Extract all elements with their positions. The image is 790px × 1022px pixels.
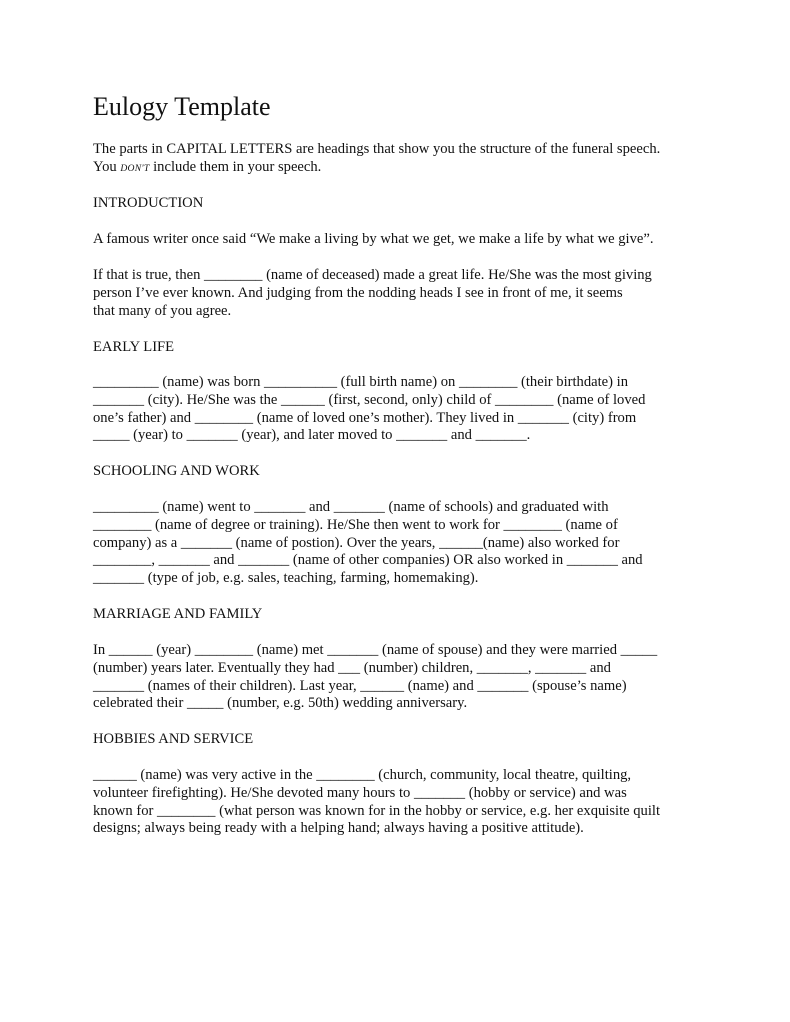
section-heading-schooling-and-work bbox=[93, 463, 713, 481]
paragraph-line: _______ (names of their children). Last year, ______ (name) and _______ (spouse’s name) bbox=[93, 677, 627, 694]
document-title: Eulogy Template bbox=[93, 92, 271, 121]
paragraph-line: _____ (year) to _______ (year), and later moved to _______ and _______. bbox=[93, 427, 531, 444]
intro-note-line bbox=[93, 159, 713, 178]
early-life-paragraph bbox=[93, 374, 713, 445]
paragraph-line: _______ (type of job, e.g. sales, teaching, farming, homemaking). bbox=[93, 570, 479, 587]
text-run: include them in your speech. bbox=[149, 158, 322, 175]
emphasis-dont: DON'T bbox=[120, 162, 150, 174]
introduction-paragraph-1 bbox=[93, 231, 713, 249]
heading-text: INTRODUCTION bbox=[93, 195, 204, 211]
paragraph-line: ________ (name of degree or training). He/She then went to work for ________ (name of bbox=[93, 516, 618, 533]
text-run: You bbox=[93, 158, 121, 175]
marriage-and-family-paragraph bbox=[93, 642, 713, 713]
paragraph-line: _________ (name) was born __________ (full birth name) on ________ (their birthdate) in bbox=[93, 374, 628, 390]
heading-text: HOBBIES AND SERVICE bbox=[93, 731, 254, 747]
paragraph-line: known for ________ (what person was known for in the hobby or service, e.g. her exquisite quilt bbox=[93, 802, 661, 819]
section-heading-early-life bbox=[93, 339, 713, 357]
section-heading-hobbies-and-service bbox=[93, 731, 713, 749]
intro-note bbox=[93, 141, 713, 178]
paragraph-line: person I’ve ever known. And judging from the nodding heads I see in front of me, it seems bbox=[93, 284, 623, 301]
intro-note-line: The parts in CAPITAL LETTERS are headings that show you the structure of the funeral speech. bbox=[93, 141, 661, 157]
paragraph-line: ________, _______ and _______ (name of other companies) OR also worked in _______ and bbox=[93, 552, 643, 569]
paragraph-line: A famous writer once said “We make a living by what we get, we make a life by what we give”. bbox=[93, 231, 654, 247]
heading-text: EARLY LIFE bbox=[93, 339, 175, 355]
paragraph-line: company) as a _______ (name of postion). Over the years, ______(name) also worked for bbox=[93, 534, 620, 551]
paragraph-line: If that is true, then ________ (name of deceased) made a great life. He/She was the most giving bbox=[93, 267, 652, 283]
paragraph-line: volunteer firefighting). He/She devoted many hours to _______ (hobby or service) and was bbox=[93, 784, 627, 801]
schooling-and-work-paragraph bbox=[93, 499, 713, 588]
paragraph-line: designs; always being ready with a helping hand; always having a positive attitude). bbox=[93, 820, 584, 837]
paragraph-line: celebrated their _____ (number, e.g. 50th) wedding anniversary. bbox=[93, 695, 468, 712]
section-heading-introduction bbox=[93, 195, 713, 213]
paragraph-line: (number) years later. Eventually they had ___ (number) children, _______, _______ and bbox=[93, 659, 611, 676]
paragraph-line: _______ (city). He/She was the ______ (first, second, only) child of ________ (name of loved bbox=[93, 391, 646, 408]
introduction-paragraph-2 bbox=[93, 267, 713, 320]
hobbies-and-service-paragraph bbox=[93, 767, 713, 838]
paragraph-line: ______ (name) was very active in the ________ (church, community, local theatre, quilting, bbox=[93, 767, 632, 783]
paragraph-line: that many of you agree. bbox=[93, 302, 232, 319]
heading-text: SCHOOLING AND WORK bbox=[93, 463, 260, 479]
section-heading-marriage-and-family bbox=[93, 606, 713, 624]
paragraph-line: one’s father) and ________ (name of loved one’s mother). They lived in _______ (city) from bbox=[93, 409, 637, 426]
paragraph-line: In ______ (year) ________ (name) met _______ (name of spouse) and they were married _____ bbox=[93, 642, 658, 658]
paragraph-line: _________ (name) went to _______ and _______ (name of schools) and graduated with bbox=[93, 499, 609, 515]
heading-text: MARRIAGE AND FAMILY bbox=[93, 606, 263, 622]
